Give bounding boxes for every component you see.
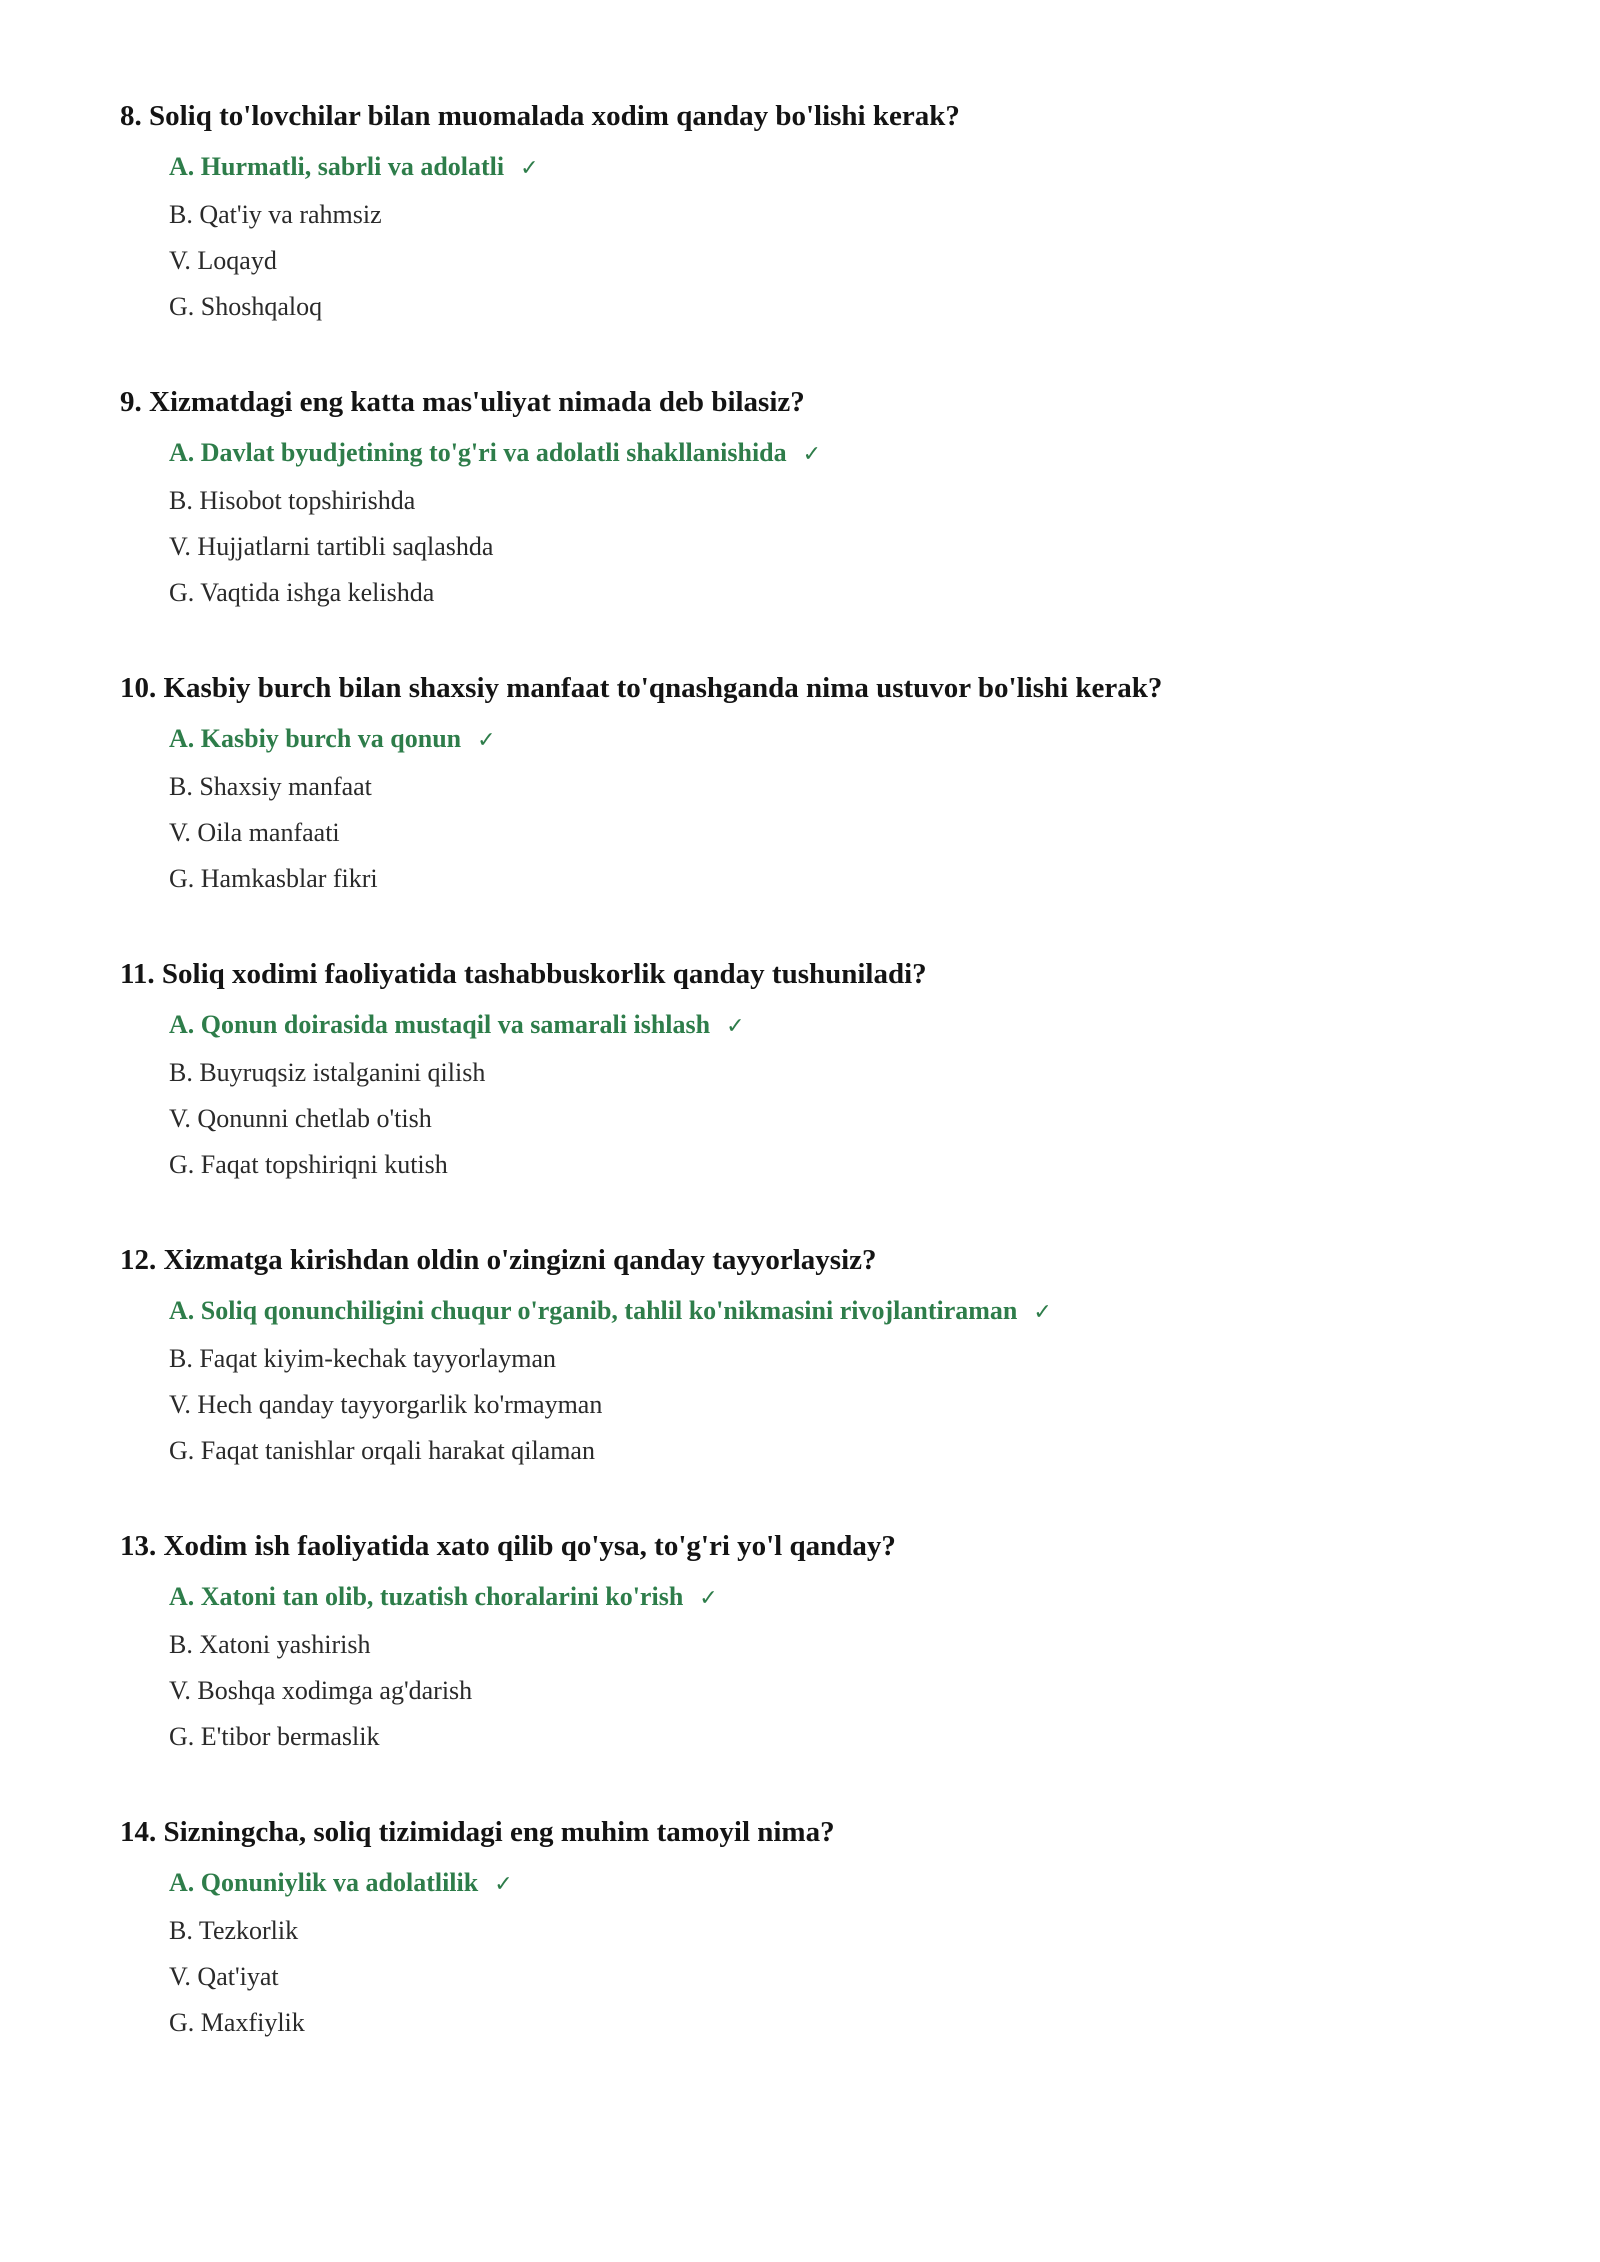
option-label: B. Hisobot topshirishda <box>169 486 416 515</box>
option-label: A. Soliq qonunchiligini chuqur o'rganib, tahlil ko'nikmasini rivojlantiraman <box>169 1296 1018 1325</box>
answer-options <box>120 430 1480 616</box>
question-6 <box>120 1524 1480 1760</box>
answer-option <box>169 478 1480 524</box>
question-title <box>120 1810 1480 1854</box>
question-list <box>120 94 1480 2046</box>
question-7 <box>120 1810 1480 2046</box>
question-text: Kasbiy burch bilan shaxsiy manfaat to'qnashganda nima ustuvor bo'lishi kerak? <box>163 672 1163 704</box>
question-title <box>120 952 1480 996</box>
option-label: A. Kasbiy burch va qonun <box>169 724 462 753</box>
question-5 <box>120 1238 1480 1474</box>
option-label: V. Hech qanday tayyorgarlik ko'rmayman <box>169 1390 603 1419</box>
option-label: A. Hurmatli, sabrli va adolatli <box>169 152 505 181</box>
check-icon: ✓ <box>520 156 539 181</box>
answer-options <box>120 1860 1480 2046</box>
answer-option <box>169 192 1480 238</box>
option-label: G. Faqat tanishlar orqali harakat qilaman <box>169 1436 595 1465</box>
question-title <box>120 1524 1480 1568</box>
answer-option <box>169 810 1480 856</box>
option-label: B. Tezkorlik <box>169 1916 299 1945</box>
answer-options <box>120 1288 1480 1474</box>
answer-options <box>120 716 1480 902</box>
check-icon: ✓ <box>477 728 496 753</box>
option-label: G. Maxfiylik <box>169 2008 305 2037</box>
question-number: 8. <box>120 100 142 132</box>
option-label: G. Faqat topshiriqni kutish <box>169 1150 448 1179</box>
option-label: V. Loqayd <box>169 246 277 275</box>
option-label: A. Davlat byudjetining to'g'ri va adolatli shakllanishida <box>169 438 787 467</box>
answer-option <box>169 524 1480 570</box>
option-label: B. Qat'iy va rahmsiz <box>169 200 382 229</box>
answer-option <box>169 570 1480 616</box>
answer-option <box>169 1908 1480 1954</box>
answer-option <box>169 1622 1480 1668</box>
question-1 <box>120 94 1480 330</box>
correct-answer-option <box>169 1002 1480 1050</box>
answer-option <box>169 1050 1480 1096</box>
answer-option <box>169 856 1480 902</box>
option-label: B. Xatoni yashirish <box>169 1630 371 1659</box>
answer-option <box>169 2000 1480 2046</box>
correct-answer-option <box>169 1860 1480 1908</box>
answer-options <box>120 1002 1480 1188</box>
answer-option <box>169 1096 1480 1142</box>
answer-option <box>169 1382 1480 1428</box>
check-icon: ✓ <box>699 1586 718 1611</box>
question-4 <box>120 952 1480 1188</box>
question-title <box>120 94 1480 138</box>
check-icon: ✓ <box>1033 1300 1052 1325</box>
question-number: 12. <box>120 1244 157 1276</box>
question-title <box>120 380 1480 424</box>
question-title <box>120 1238 1480 1282</box>
option-label: G. E'tibor bermaslik <box>169 1722 380 1751</box>
correct-answer-option <box>169 1574 1480 1622</box>
question-3 <box>120 666 1480 902</box>
option-label: V. Hujjatlarni tartibli saqlashda <box>169 532 494 561</box>
option-label: G. Hamkasblar fikri <box>169 864 378 893</box>
option-label: G. Shoshqaloq <box>169 292 323 321</box>
correct-answer-option <box>169 144 1480 192</box>
question-number: 13. <box>120 1530 157 1562</box>
question-number: 11. <box>120 958 155 990</box>
question-text: Soliq xodimi faoliyatida tashabbuskorlik qanday tushuniladi? <box>161 958 927 990</box>
question-title <box>120 666 1480 710</box>
answer-option <box>169 1668 1480 1714</box>
check-icon: ✓ <box>802 442 822 467</box>
answer-option <box>169 238 1480 284</box>
option-label: G. Vaqtida ishga kelishda <box>169 578 435 607</box>
question-text: Soliq to'lovchilar bilan muomalada xodim qanday bo'lishi kerak? <box>149 100 960 132</box>
option-label: A. Xatoni tan olib, tuzatish choralarini ko'rish <box>169 1582 684 1611</box>
answer-option <box>169 1954 1480 2000</box>
option-label: V. Qonunni chetlab o'tish <box>169 1104 432 1133</box>
option-label: V. Qat'iyat <box>169 1962 279 1991</box>
correct-answer-option <box>169 430 1480 478</box>
check-icon: ✓ <box>726 1014 745 1039</box>
answer-option <box>169 1142 1480 1188</box>
check-icon: ✓ <box>494 1872 513 1897</box>
correct-answer-option <box>169 716 1480 764</box>
answer-option <box>169 284 1480 330</box>
question-text: Xizmatdagi eng katta mas'uliyat nimada deb bilasiz? <box>149 386 805 418</box>
answer-options <box>120 1574 1480 1760</box>
correct-answer-option <box>169 1288 1480 1336</box>
answer-option <box>169 1428 1480 1474</box>
option-label: B. Faqat kiyim-kechak tayyorlayman <box>169 1344 557 1373</box>
question-text: Sizningcha, soliq tizimidagi eng muhim tamoyil nima? <box>163 1816 835 1848</box>
option-label: V. Boshqa xodimga ag'darish <box>169 1676 473 1705</box>
option-label: B. Buyruqsiz istalganini qilish <box>169 1058 486 1087</box>
option-label: B. Shaxsiy manfaat <box>169 772 372 801</box>
option-label: V. Oila manfaati <box>169 818 340 847</box>
option-label: A. Qonuniylik va adolatlilik <box>169 1868 479 1897</box>
question-text: Xodim ish faoliyatida xato qilib qo'ysa, to'g'ri yo'l qanday? <box>163 1530 896 1562</box>
question-number: 14. <box>120 1816 157 1848</box>
question-text: Xizmatga kirishdan oldin o'zingizni qanday tayyorlaysiz? <box>163 1244 877 1276</box>
answer-option <box>169 1714 1480 1760</box>
answer-option <box>169 764 1480 810</box>
answer-option <box>169 1336 1480 1382</box>
answer-options <box>120 144 1480 330</box>
question-2 <box>120 380 1480 616</box>
question-number: 10. <box>120 672 157 704</box>
question-number: 9. <box>120 386 142 418</box>
option-label: A. Qonun doirasida mustaqil va samarali ishlash <box>169 1010 711 1039</box>
